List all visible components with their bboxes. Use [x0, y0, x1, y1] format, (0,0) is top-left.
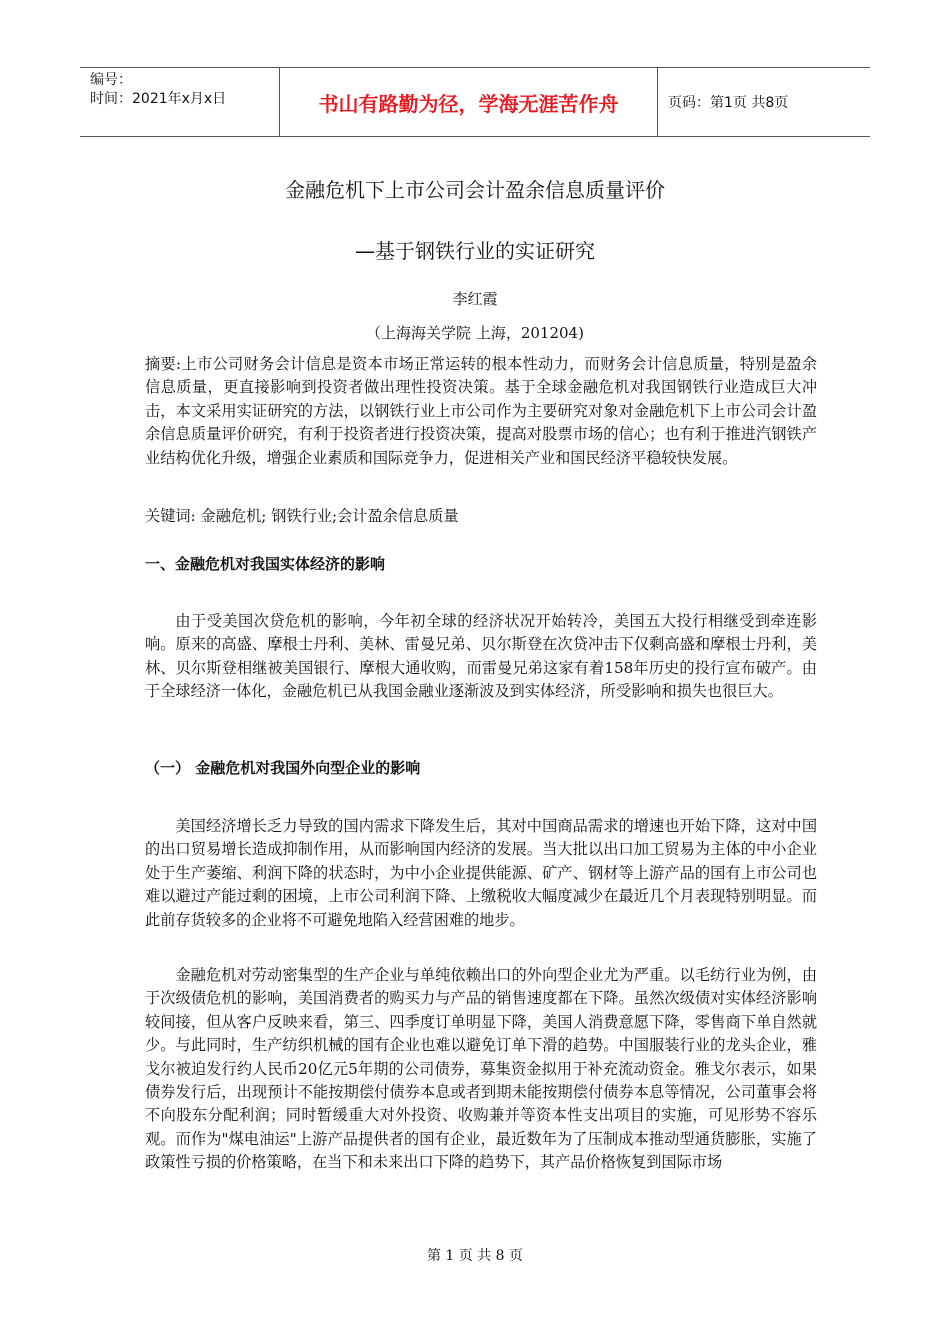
doc-affiliation: （上海海关学院 上海，201204)	[366, 324, 584, 342]
page-footer: 第 1 页 共 8 页	[426, 1248, 524, 1264]
header-page-info: 页码：第1页 共8页	[668, 95, 789, 111]
section-heading: 一、金融危机对我国实体经济的影响	[145, 555, 386, 573]
section-paragraph: 由于受美国次贷危机的影响，今年初全球的经济状况开始转冷，美国五大投行相继受到牵连影响。原来的高盛、摩根士丹利、美林、雷曼兄弟、贝尔斯登在次贷冲击下仅剩高盛和摩根士丹利，美林、贝尔斯登相继被美国银行、摩根大通收购，而雷曼兄弟这家有着158年历史的投行宣布破产。由于全球经济一体化，金融危机已从我国金融业逐渐波及到实体经济，所受影响和损失也很巨大。	[145, 612, 817, 701]
time-label: 时间：2021年x月x日	[90, 91, 227, 107]
header-motto: 书山有路勤为径，学海无涯苦作舟	[280, 68, 658, 136]
body-paragraph-2: 金融危机对劳动密集型的生产企业与单纯依赖出口的外向型企业尤为严重。以毛纺行业为例，由于次级债危机的影响，美国消费者的购买力与产品的销售速度都在下降。虽然次级债对实体经济影响较间接，但从客户反映来看，第三、四季度订单明显下降，美国人消费意愿下降，零售商下单自然就少。与此同时，生产纺织机械的国有企业也难以避免订单下滑的趋势。中国服装行业的龙头企业，雅戈尔被迫发行约人民币20亿元5年期的公司债券，募集资金拟用于补充流动资金。雅戈尔表示，如果债券发行后，出现预计不能按期偿付债券本息或者到期未能按期偿付债券本息等情况，公司董事会将不向股东分配利润；同时暂缓重大对外投资、收购兼并等资本性支出项目的实施，可见形势不容乐观。而作为"煤电油运"上游产品提供者的国有企业，最近数年为了压制成本推动型通货膨胀，实施了政策性亏损的价格策略，在当下和未来出口下降的趋势下，其产品价格恢复到国际市场	[145, 966, 817, 1172]
doc-title: 金融危机下上市公司会计盈余信息质量评价	[285, 178, 665, 202]
code-label: 编号：	[90, 72, 132, 88]
abstract: 摘要:上市公司财务会计信息是资本市场正常运转的根本性动力，而财务会计信息质量，特别是盈余信息质量，更直接影响到投资者做出理性投资决策。基于全球金融危机对我国钢铁行业造成巨大冲击，本文采用实证研究的方法，以钢铁行业上市公司作为主要研究对象对金融危机下上市公司会计盈余信息质量评价研究，有利于投资者进行投资决策，提高对股票市场的信心；也有利于推进汽钢铁产业结构优化升级，增强企业素质和国际竞争力，促进相关产业和国民经济平稳较快发展。	[145, 355, 817, 467]
subsection-heading: （一） 金融危机对我国外向型企业的影响	[145, 759, 421, 777]
body-paragraph-1: 美国经济增长乏力导致的国内需求下降发生后，其对中国商品需求的增速也开始下降，这对中国的出口贸易增长造成抑制作用，从而影响国内经济的发展。当大批以出口加工贸易为主体的中小企业处于生产萎缩、利润下降的状态时，为中小企业提供能源、矿产、钢材等上游产品的国有上市公司也难以避过产能过剩的困境，上市公司利润下降、上缴税收大幅度减少在最近几个月表现特别明显。而此前存货较多的企业将不可避免地陷入经营困难的地步。	[145, 817, 817, 929]
page-header	[80, 67, 870, 137]
doc-author: 李红霞	[452, 290, 498, 308]
keywords: 关键词: 金融危机; 钢铁行业;会计盈余信息质量	[145, 507, 459, 525]
doc-subtitle: —基于钢铁行业的实证研究	[355, 239, 595, 263]
header-meta	[80, 68, 280, 136]
